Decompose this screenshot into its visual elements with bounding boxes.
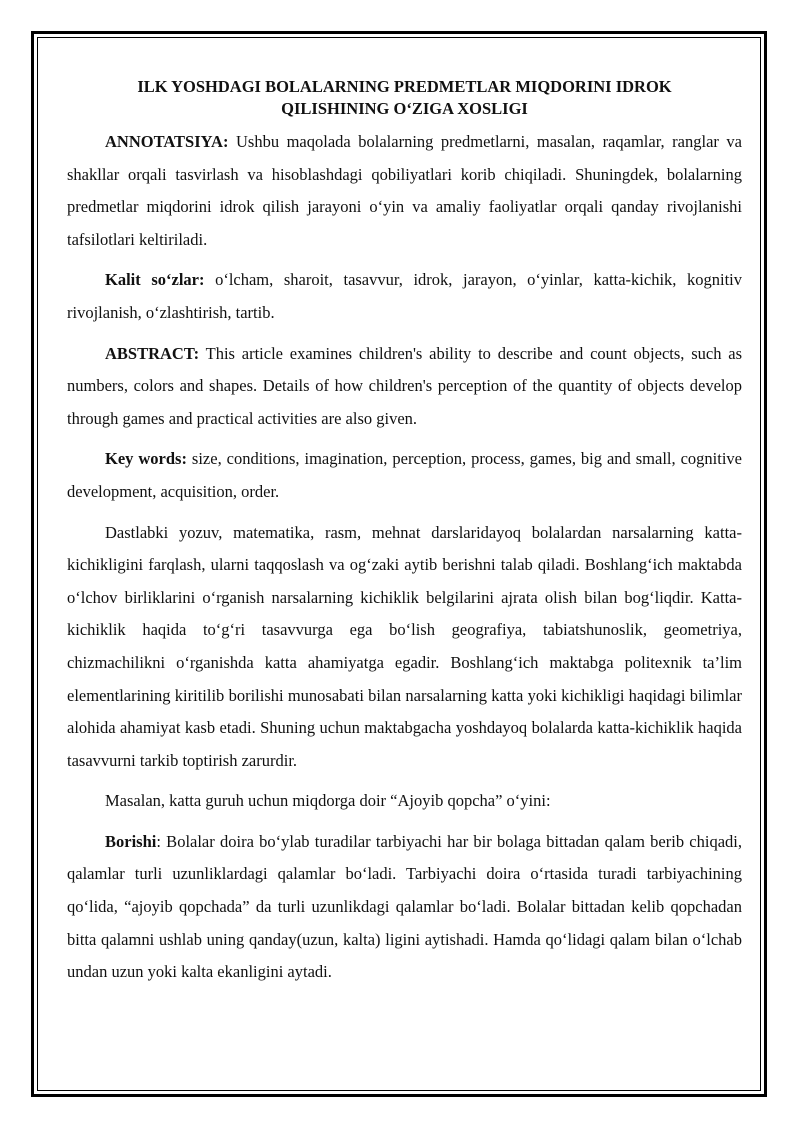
keywords-uz-text: o‘lcham, sharoit, tasavvur, idrok, jarayon, o‘yinlar, katta-kichik, kognitiv rivojlanish, o‘zlashtirish, tartib. <box>67 270 742 322</box>
title-line-2: QILISHINING O‘ZIGA XOSLIGI <box>281 99 528 118</box>
abstract-text: This article examines children's ability to describe and count objects, such as numbers, colors and shapes. Details of how children's perception of the quantity of objects develop through games and practical activities are also given. <box>67 343 742 428</box>
abstract-paragraph <box>67 338 742 436</box>
body-paragraph-3 <box>67 826 742 989</box>
method-label: Borishi <box>105 831 157 851</box>
keywords-en-text: size, conditions, imagination, perception, process, games, big and small, cognitive development, acquisition, order. <box>67 449 742 501</box>
abstract-label: ABSTRACT: <box>105 343 200 363</box>
method-text: : Bolalar doira bo‘ylab turadilar tarbiyachi har bir bolaga bittadan qalam berib chiqadi, qalamlar turli uzunliklardagi qalamlar bo‘ladi. Tarbiyachi doira o‘rtasida turadi tarbiyachining qo‘lida, “ajoyib qopchada” da turli uzunlikdagi qalamlar bo‘ladi. Bolalar bittadan kelib qopchadan bitta qalamni ushlab uning qanday(uzun, kalta) ligini aytishadi. Hamda qo‘lidagi qalam bilan o‘lchab undan uzun yoki kalta ekanligini aytadi. <box>67 831 742 982</box>
keywords-en-paragraph <box>67 443 742 508</box>
keywords-uz-paragraph <box>67 264 742 329</box>
body-paragraph-1: Dastlabki yozuv, matematika, rasm, mehnat darslaridayoq bolalardan narsalarning katta-kichikligini farqlash, ularni taqqoslash va og‘zaki aytib berishni talab qiladi. Boshlang‘ich maktabda o‘lchov birliklarini o‘rganish narsalarning kichiklik belgilarini ajrata olish bilan bog‘liqdir. Katta-kichiklik haqida to‘g‘ri tasavvurga ega bo‘lish geografiya, tabiatshunoslik, geometriya, chizmachilikni o‘rganishda katta ahamiyatga egadir. Boshlang‘ich maktabga politexnik ta’lim elementlarining kiritilib borilishi munosabati bilan narsalarning katta yoki kichikligi haqidagi bilimlar alohida ahamiyat kasb etadi. Shuning uchun maktabgacha yoshdayoq bolalarda katta-kichiklik haqida tasavvurni tarkib toptirish zarurdir. <box>67 522 742 770</box>
keywords-uz-label: Kalit so‘zlar: <box>105 270 205 290</box>
body-paragraph-2: Masalan, katta guruh uchun miqdorga doir “Ajoyib qopcha” o‘yini: <box>105 791 551 811</box>
article-body <box>67 76 742 997</box>
annotation-label: ANNOTATSIYA: <box>105 132 229 151</box>
keywords-en-label: Key words: <box>105 449 187 469</box>
title-line-1: ILK YOSHDAGI BOLALARNING PREDMETLAR MIQDORINI IDROK <box>137 77 672 96</box>
article-title <box>67 76 742 120</box>
annotation-text: Ushbu maqolada bolalarning predmetlarni, masalan, raqamlar, ranglar va shakllar orqali tasvirlash va hisoblashdagi qobiliyatlari korib chiqiladi. Shuningdek, bolalarning predmetlar miqdorini idrok qilish jarayoni o‘yin va amaliy faoliyatlar orqali qanday rivojlanishi tafsilotlari keltiriladi. <box>67 132 742 249</box>
annotation-paragraph <box>67 126 742 256</box>
